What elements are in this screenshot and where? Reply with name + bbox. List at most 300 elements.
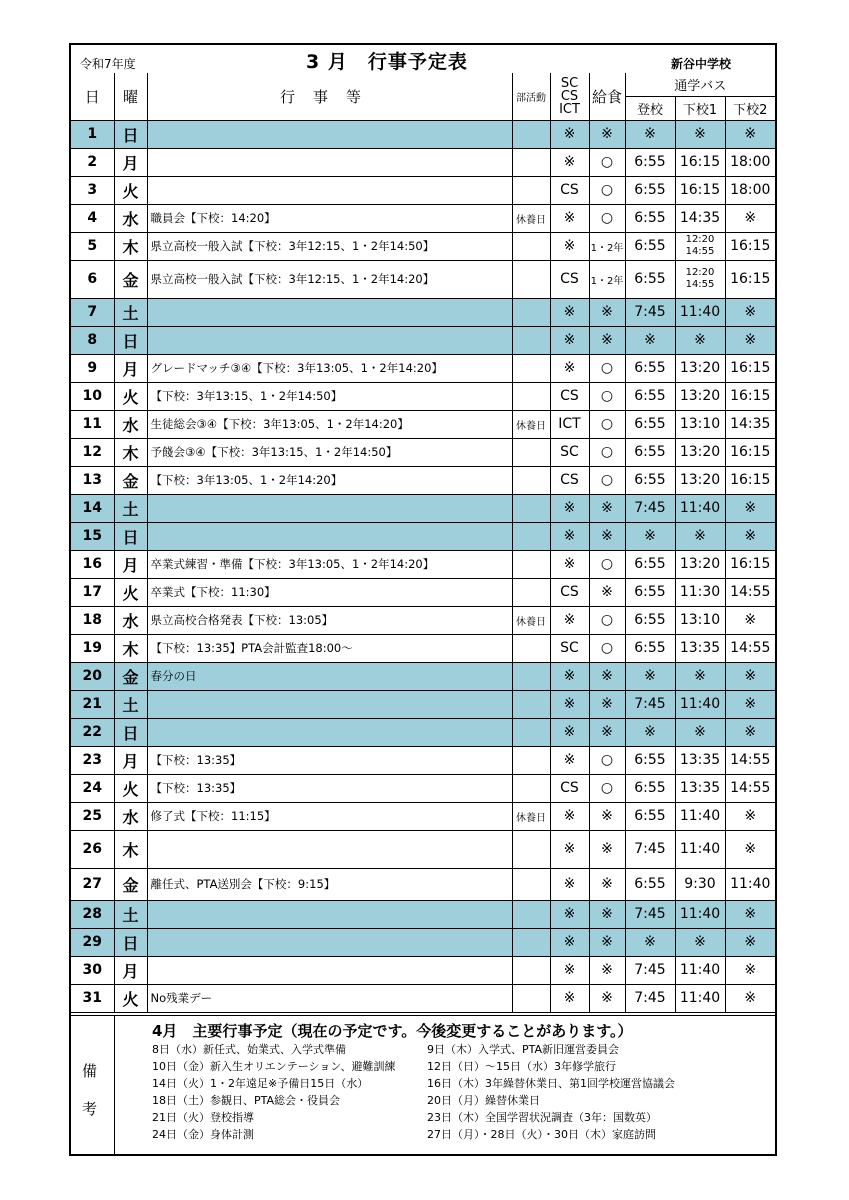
lunch-cell: ○ bbox=[589, 606, 625, 634]
col-header-sc bbox=[550, 73, 589, 120]
bus-out2-cell: 14:35 bbox=[725, 410, 775, 438]
bus-out1-cell: 11:40 bbox=[675, 494, 725, 522]
event-cell: 【下校：13:35】PTA会計監査18:00～ bbox=[147, 634, 512, 662]
bus-in-cell: 6:55 bbox=[625, 148, 675, 176]
lunch-cell: ○ bbox=[589, 354, 625, 382]
day-cell: 22 bbox=[71, 718, 114, 746]
sheet-header bbox=[71, 45, 775, 74]
bus-in-cell: 7:45 bbox=[625, 830, 675, 868]
schedule-row bbox=[71, 522, 775, 550]
day-cell: 9 bbox=[71, 354, 114, 382]
bus-out1-cell: 11:40 bbox=[675, 802, 725, 830]
weekday-cell: 土 bbox=[114, 298, 147, 326]
event-cell: 県立高校合格発表【下校：13:05】 bbox=[147, 606, 512, 634]
schedule-row bbox=[71, 494, 775, 522]
schedule-sheet bbox=[69, 43, 777, 1156]
club-cell bbox=[512, 148, 550, 176]
club-cell bbox=[512, 298, 550, 326]
bus-out1-cell: 11:40 bbox=[675, 830, 725, 868]
schedule-row bbox=[71, 662, 775, 690]
sc-cell: CS bbox=[550, 774, 589, 802]
bus-in-cell: 6:55 bbox=[625, 260, 675, 298]
event-cell: 予餞会③④【下校：3年13:15、1・2年14:50】 bbox=[147, 438, 512, 466]
lunch-cell: ※ bbox=[589, 718, 625, 746]
sc-cell: CS bbox=[550, 260, 589, 298]
sc-cell: ※ bbox=[550, 120, 589, 148]
bus-out1-cell: ※ bbox=[675, 662, 725, 690]
remark-left: 18日（土）参観日、PTA総会・役員会 bbox=[152, 1094, 341, 1107]
event-cell bbox=[147, 900, 512, 928]
bus-out1-cell bbox=[675, 260, 725, 298]
day-cell: 26 bbox=[71, 830, 114, 868]
sc-cell: ※ bbox=[550, 746, 589, 774]
weekday-cell: 水 bbox=[114, 606, 147, 634]
day-cell: 19 bbox=[71, 634, 114, 662]
club-cell bbox=[512, 354, 550, 382]
club-cell bbox=[512, 176, 550, 204]
weekday-cell: 月 bbox=[114, 746, 147, 774]
schedule-row bbox=[71, 410, 775, 438]
lunch-cell: ○ bbox=[589, 634, 625, 662]
event-cell: No残業デー bbox=[147, 984, 512, 1012]
remark-right: 27日（月）・28日（火）・30日（木）家庭訪問 bbox=[427, 1128, 656, 1141]
schedule-row bbox=[71, 260, 775, 298]
sc-cell: ※ bbox=[550, 232, 589, 260]
schedule-row bbox=[71, 298, 775, 326]
day-cell: 17 bbox=[71, 578, 114, 606]
bus-out2-cell: 16:15 bbox=[725, 260, 775, 298]
col-header-event: 行事等 bbox=[147, 73, 512, 120]
weekday-cell: 火 bbox=[114, 578, 147, 606]
day-cell: 1 bbox=[71, 120, 114, 148]
event-cell bbox=[147, 148, 512, 176]
day-cell: 7 bbox=[71, 298, 114, 326]
event-cell: 【下校：3年13:15、1・2年14:50】 bbox=[147, 382, 512, 410]
event-cell: 卒業式【下校：11:30】 bbox=[147, 578, 512, 606]
col-header-bus: 通学バス bbox=[625, 73, 775, 96]
bus-out1-cell: 13:20 bbox=[675, 438, 725, 466]
day-cell: 12 bbox=[71, 438, 114, 466]
bus-in-cell: 7:45 bbox=[625, 956, 675, 984]
col-header-sc-line2: CS bbox=[560, 88, 579, 104]
event-cell: 県立高校一般入試【下校：3年12:15、1・2年14:50】 bbox=[147, 232, 512, 260]
bus-out1-cell: ※ bbox=[675, 928, 725, 956]
club-cell bbox=[512, 260, 550, 298]
weekday-cell: 火 bbox=[114, 774, 147, 802]
col-header-bus-out2: 下校2 bbox=[725, 96, 775, 120]
lunch-cell: ○ bbox=[589, 550, 625, 578]
weekday-cell: 月 bbox=[114, 148, 147, 176]
bus-out2-cell: 14:55 bbox=[725, 746, 775, 774]
weekday-cell: 日 bbox=[114, 928, 147, 956]
schedule-row bbox=[71, 634, 775, 662]
weekday-cell: 水 bbox=[114, 204, 147, 232]
event-cell: 離任式、PTA送別会【下校：9:15】 bbox=[147, 868, 512, 900]
day-cell: 30 bbox=[71, 956, 114, 984]
bus-in-cell: ※ bbox=[625, 522, 675, 550]
event-cell: 生徒総会③④【下校：3年13:05、1・2年14:20】 bbox=[147, 410, 512, 438]
bus-out1-time-b: 14:55 bbox=[685, 279, 715, 290]
lunch-cell: ※ bbox=[589, 900, 625, 928]
bus-out2-cell: ※ bbox=[725, 900, 775, 928]
bus-in-cell: 6:55 bbox=[625, 354, 675, 382]
weekday-cell: 土 bbox=[114, 900, 147, 928]
club-cell bbox=[512, 550, 550, 578]
sc-cell: CS bbox=[550, 466, 589, 494]
bus-out2-cell: 16:15 bbox=[725, 354, 775, 382]
club-cell bbox=[512, 984, 550, 1012]
bus-out1-cell: 13:20 bbox=[675, 382, 725, 410]
remark-right: 12日（日）～15日（水）3年修学旅行 bbox=[427, 1060, 616, 1073]
bus-out2-cell: 16:15 bbox=[725, 466, 775, 494]
bus-out1-cell: 13:20 bbox=[675, 550, 725, 578]
club-cell: 休養日 bbox=[512, 606, 550, 634]
bus-in-cell: 6:55 bbox=[625, 232, 675, 260]
lunch-cell: 1・2年 bbox=[589, 232, 625, 260]
sc-cell: ※ bbox=[550, 802, 589, 830]
lunch-cell: 1・2年 bbox=[589, 260, 625, 298]
lunch-cell: ※ bbox=[589, 298, 625, 326]
bus-out1-cell: ※ bbox=[675, 522, 725, 550]
club-cell bbox=[512, 578, 550, 606]
bus-out1-cell: 13:10 bbox=[675, 606, 725, 634]
day-cell: 29 bbox=[71, 928, 114, 956]
weekday-cell: 木 bbox=[114, 634, 147, 662]
day-cell: 5 bbox=[71, 232, 114, 260]
bus-out1-time-b: 14:55 bbox=[685, 246, 715, 257]
lunch-cell: ※ bbox=[589, 494, 625, 522]
bus-out2-cell: 11:40 bbox=[725, 868, 775, 900]
bus-in-cell: 6:55 bbox=[625, 204, 675, 232]
club-cell: 休養日 bbox=[512, 802, 550, 830]
event-cell: 県立高校一般入試【下校：3年12:15、1・2年14:20】 bbox=[147, 260, 512, 298]
bus-out1-cell: 11:40 bbox=[675, 956, 725, 984]
event-cell bbox=[147, 956, 512, 984]
remark-left: 8日（水）新任式、始業式、入学式準備 bbox=[152, 1043, 346, 1056]
weekday-cell: 金 bbox=[114, 868, 147, 900]
lunch-cell: ※ bbox=[589, 956, 625, 984]
sc-cell: ※ bbox=[550, 550, 589, 578]
col-header-bus-out1: 下校1 bbox=[675, 96, 725, 120]
weekday-cell: 火 bbox=[114, 176, 147, 204]
lunch-cell: ※ bbox=[589, 928, 625, 956]
day-cell: 31 bbox=[71, 984, 114, 1012]
day-cell: 4 bbox=[71, 204, 114, 232]
bus-out2-cell: 16:15 bbox=[725, 382, 775, 410]
bus-in-cell: 6:55 bbox=[625, 382, 675, 410]
day-cell: 13 bbox=[71, 466, 114, 494]
club-cell bbox=[512, 326, 550, 354]
club-cell bbox=[512, 438, 550, 466]
event-cell bbox=[147, 120, 512, 148]
remarks-section bbox=[71, 1015, 775, 1156]
bus-out2-cell: 18:00 bbox=[725, 148, 775, 176]
remark-left: 10日（金）新入生オリエンテーション、避難訓練 bbox=[152, 1060, 396, 1073]
bus-out2-cell: ※ bbox=[725, 298, 775, 326]
bus-in-cell: 6:55 bbox=[625, 578, 675, 606]
bus-in-cell: 6:55 bbox=[625, 438, 675, 466]
bus-out2-cell: ※ bbox=[725, 204, 775, 232]
event-cell bbox=[147, 326, 512, 354]
weekday-cell: 月 bbox=[114, 956, 147, 984]
bus-out2-cell: ※ bbox=[725, 522, 775, 550]
schedule-row bbox=[71, 928, 775, 956]
day-cell: 10 bbox=[71, 382, 114, 410]
sc-cell: SC bbox=[550, 634, 589, 662]
bus-in-cell: 6:55 bbox=[625, 868, 675, 900]
sc-cell: ※ bbox=[550, 868, 589, 900]
club-cell bbox=[512, 382, 550, 410]
event-cell bbox=[147, 830, 512, 868]
bus-out1-cell: 13:20 bbox=[675, 354, 725, 382]
club-cell bbox=[512, 774, 550, 802]
sc-cell: ICT bbox=[550, 410, 589, 438]
col-header-club: 部活動 bbox=[512, 73, 550, 120]
schedule-row bbox=[71, 326, 775, 354]
weekday-cell: 金 bbox=[114, 662, 147, 690]
lunch-cell: ※ bbox=[589, 868, 625, 900]
event-cell bbox=[147, 494, 512, 522]
schedule-row bbox=[71, 354, 775, 382]
col-header-sc-line1: SC bbox=[560, 75, 579, 91]
club-cell bbox=[512, 718, 550, 746]
schedule-row bbox=[71, 802, 775, 830]
day-cell: 11 bbox=[71, 410, 114, 438]
sc-cell: ※ bbox=[550, 830, 589, 868]
bus-out2-cell: ※ bbox=[725, 662, 775, 690]
lunch-cell: ○ bbox=[589, 176, 625, 204]
bus-in-cell: ※ bbox=[625, 662, 675, 690]
weekday-cell: 水 bbox=[114, 802, 147, 830]
bus-in-cell: 7:45 bbox=[625, 690, 675, 718]
bus-in-cell: ※ bbox=[625, 718, 675, 746]
schedule-row bbox=[71, 466, 775, 494]
club-cell bbox=[512, 830, 550, 868]
club-cell bbox=[512, 868, 550, 900]
lunch-cell: ※ bbox=[589, 830, 625, 868]
remark-right: 9日（木）入学式、PTA新旧運営委員会 bbox=[427, 1043, 620, 1056]
day-cell: 18 bbox=[71, 606, 114, 634]
bus-out1-cell: 11:40 bbox=[675, 690, 725, 718]
day-cell: 2 bbox=[71, 148, 114, 176]
lunch-cell: ※ bbox=[589, 690, 625, 718]
remarks-label bbox=[71, 1016, 115, 1156]
bus-in-cell: 6:55 bbox=[625, 774, 675, 802]
weekday-cell: 日 bbox=[114, 326, 147, 354]
schedule-row bbox=[71, 382, 775, 410]
bus-out2-cell: 16:15 bbox=[725, 438, 775, 466]
lunch-cell: ○ bbox=[589, 382, 625, 410]
weekday-cell: 土 bbox=[114, 494, 147, 522]
lunch-cell: ※ bbox=[589, 326, 625, 354]
day-cell: 14 bbox=[71, 494, 114, 522]
bus-out1-cell: ※ bbox=[675, 718, 725, 746]
bus-out2-cell: ※ bbox=[725, 928, 775, 956]
bus-in-cell: 7:45 bbox=[625, 298, 675, 326]
club-cell bbox=[512, 746, 550, 774]
schedule-row bbox=[71, 120, 775, 148]
event-cell: 【下校：13:35】 bbox=[147, 774, 512, 802]
header-row-1 bbox=[71, 73, 775, 96]
sc-cell: ※ bbox=[550, 718, 589, 746]
bus-out1-cell: ※ bbox=[675, 120, 725, 148]
bus-out1-cell: 13:10 bbox=[675, 410, 725, 438]
school-name: 新谷中学校 bbox=[671, 57, 732, 71]
schedule-row bbox=[71, 578, 775, 606]
sc-cell: SC bbox=[550, 438, 589, 466]
bus-out2-cell: ※ bbox=[725, 956, 775, 984]
day-cell: 8 bbox=[71, 326, 114, 354]
schedule-row bbox=[71, 956, 775, 984]
page-title: 3 月 行事予定表 bbox=[306, 51, 468, 73]
weekday-cell: 火 bbox=[114, 984, 147, 1012]
bus-in-cell: 6:55 bbox=[625, 606, 675, 634]
club-cell bbox=[512, 690, 550, 718]
sc-cell: CS bbox=[550, 578, 589, 606]
lunch-cell: ※ bbox=[589, 578, 625, 606]
schedule-row bbox=[71, 606, 775, 634]
weekday-cell: 木 bbox=[114, 830, 147, 868]
bus-out2-cell: 16:15 bbox=[725, 232, 775, 260]
bus-in-cell: ※ bbox=[625, 326, 675, 354]
bus-out2-cell: ※ bbox=[725, 802, 775, 830]
bus-out2-cell: ※ bbox=[725, 494, 775, 522]
col-header-lunch: 給食 bbox=[589, 73, 625, 120]
day-cell: 28 bbox=[71, 900, 114, 928]
club-cell: 休養日 bbox=[512, 410, 550, 438]
remark-left: 14日（火）1・2年遠足※予備日15日（水） bbox=[152, 1077, 369, 1090]
bus-out1-cell: ※ bbox=[675, 326, 725, 354]
bus-out1-time-a: 12:20 bbox=[685, 267, 715, 278]
bus-out1-cell: 11:30 bbox=[675, 578, 725, 606]
lunch-cell: ○ bbox=[589, 410, 625, 438]
schedule-row bbox=[71, 984, 775, 1012]
club-cell: 休養日 bbox=[512, 204, 550, 232]
remarks-label-2: 考 bbox=[82, 1100, 98, 1118]
bus-in-cell: ※ bbox=[625, 928, 675, 956]
schedule-table bbox=[71, 73, 775, 1013]
weekday-cell: 木 bbox=[114, 232, 147, 260]
bus-out1-cell: 11:40 bbox=[675, 900, 725, 928]
sc-cell: ※ bbox=[550, 956, 589, 984]
club-cell bbox=[512, 928, 550, 956]
bus-in-cell: ※ bbox=[625, 120, 675, 148]
event-cell bbox=[147, 718, 512, 746]
bus-out1-cell: 14:35 bbox=[675, 204, 725, 232]
weekday-cell: 金 bbox=[114, 466, 147, 494]
schedule-row bbox=[71, 148, 775, 176]
club-cell bbox=[512, 522, 550, 550]
sc-cell: ※ bbox=[550, 354, 589, 382]
weekday-cell: 土 bbox=[114, 690, 147, 718]
day-cell: 16 bbox=[71, 550, 114, 578]
schedule-row bbox=[71, 232, 775, 260]
sc-cell: ※ bbox=[550, 298, 589, 326]
bus-in-cell: 7:45 bbox=[625, 984, 675, 1012]
sc-cell: ※ bbox=[550, 204, 589, 232]
bus-out2-cell: ※ bbox=[725, 690, 775, 718]
remark-right: 20日（月）繰替休業日 bbox=[427, 1094, 540, 1107]
sc-cell: ※ bbox=[550, 900, 589, 928]
lunch-cell: ※ bbox=[589, 120, 625, 148]
bus-in-cell: 6:55 bbox=[625, 466, 675, 494]
sc-cell: ※ bbox=[550, 928, 589, 956]
bus-in-cell: 6:55 bbox=[625, 802, 675, 830]
bus-out2-cell: 14:55 bbox=[725, 634, 775, 662]
remark-right: 16日（木）3年繰替休業日、第1回学校運営協議会 bbox=[427, 1077, 675, 1090]
lunch-cell: ※ bbox=[589, 984, 625, 1012]
schedule-row bbox=[71, 830, 775, 868]
bus-out2-cell: ※ bbox=[725, 830, 775, 868]
lunch-cell: ※ bbox=[589, 522, 625, 550]
day-cell: 27 bbox=[71, 868, 114, 900]
bus-out2-cell: ※ bbox=[725, 606, 775, 634]
day-cell: 23 bbox=[71, 746, 114, 774]
col-header-weekday: 曜 bbox=[114, 73, 147, 120]
lunch-cell: ○ bbox=[589, 774, 625, 802]
event-cell: 【下校：13:35】 bbox=[147, 746, 512, 774]
club-cell bbox=[512, 956, 550, 984]
remark-right: 23日（木）全国学習状況調査（3年：国数英） bbox=[427, 1111, 657, 1124]
day-cell: 21 bbox=[71, 690, 114, 718]
weekday-cell: 日 bbox=[114, 718, 147, 746]
bus-out1-cell: 11:40 bbox=[675, 984, 725, 1012]
schedule-row bbox=[71, 774, 775, 802]
sc-cell: ※ bbox=[550, 494, 589, 522]
bus-out1-cell: 13:35 bbox=[675, 634, 725, 662]
bus-out1-cell: 16:15 bbox=[675, 176, 725, 204]
day-cell: 24 bbox=[71, 774, 114, 802]
fiscal-year: 令和7年度 bbox=[80, 57, 136, 71]
bus-in-cell: 7:45 bbox=[625, 494, 675, 522]
bus-out1-cell: 11:40 bbox=[675, 298, 725, 326]
bus-out2-cell: ※ bbox=[725, 120, 775, 148]
club-cell bbox=[512, 466, 550, 494]
schedule-row bbox=[71, 718, 775, 746]
sc-cell: ※ bbox=[550, 606, 589, 634]
event-cell: 卒業式練習・準備【下校：3年13:05、1・2年14:20】 bbox=[147, 550, 512, 578]
remarks-label-1: 備 bbox=[82, 1062, 98, 1080]
lunch-cell: ○ bbox=[589, 204, 625, 232]
day-cell: 15 bbox=[71, 522, 114, 550]
schedule-row bbox=[71, 438, 775, 466]
bus-in-cell: 6:55 bbox=[625, 176, 675, 204]
club-cell bbox=[512, 120, 550, 148]
weekday-cell: 水 bbox=[114, 410, 147, 438]
event-cell: 職員会【下校：14:20】 bbox=[147, 204, 512, 232]
schedule-row bbox=[71, 176, 775, 204]
schedule-row bbox=[71, 746, 775, 774]
lunch-cell: ○ bbox=[589, 466, 625, 494]
remark-left: 21日（火）登校指導 bbox=[152, 1111, 254, 1124]
weekday-cell: 木 bbox=[114, 438, 147, 466]
lunch-cell: ○ bbox=[589, 148, 625, 176]
event-cell: グレードマッチ③④【下校：3年13:05、1・2年14:20】 bbox=[147, 354, 512, 382]
day-cell: 3 bbox=[71, 176, 114, 204]
day-cell: 20 bbox=[71, 662, 114, 690]
bus-out2-cell: 14:55 bbox=[725, 774, 775, 802]
weekday-cell: 日 bbox=[114, 522, 147, 550]
lunch-cell: ○ bbox=[589, 746, 625, 774]
event-cell: 【下校：3年13:05、1・2年14:20】 bbox=[147, 466, 512, 494]
schedule-row bbox=[71, 868, 775, 900]
club-cell bbox=[512, 662, 550, 690]
bus-out1-time-a: 12:20 bbox=[685, 234, 715, 245]
bus-in-cell: 7:45 bbox=[625, 900, 675, 928]
sc-cell: ※ bbox=[550, 662, 589, 690]
bus-out1-cell: 13:35 bbox=[675, 746, 725, 774]
bus-out1-cell: 13:20 bbox=[675, 466, 725, 494]
